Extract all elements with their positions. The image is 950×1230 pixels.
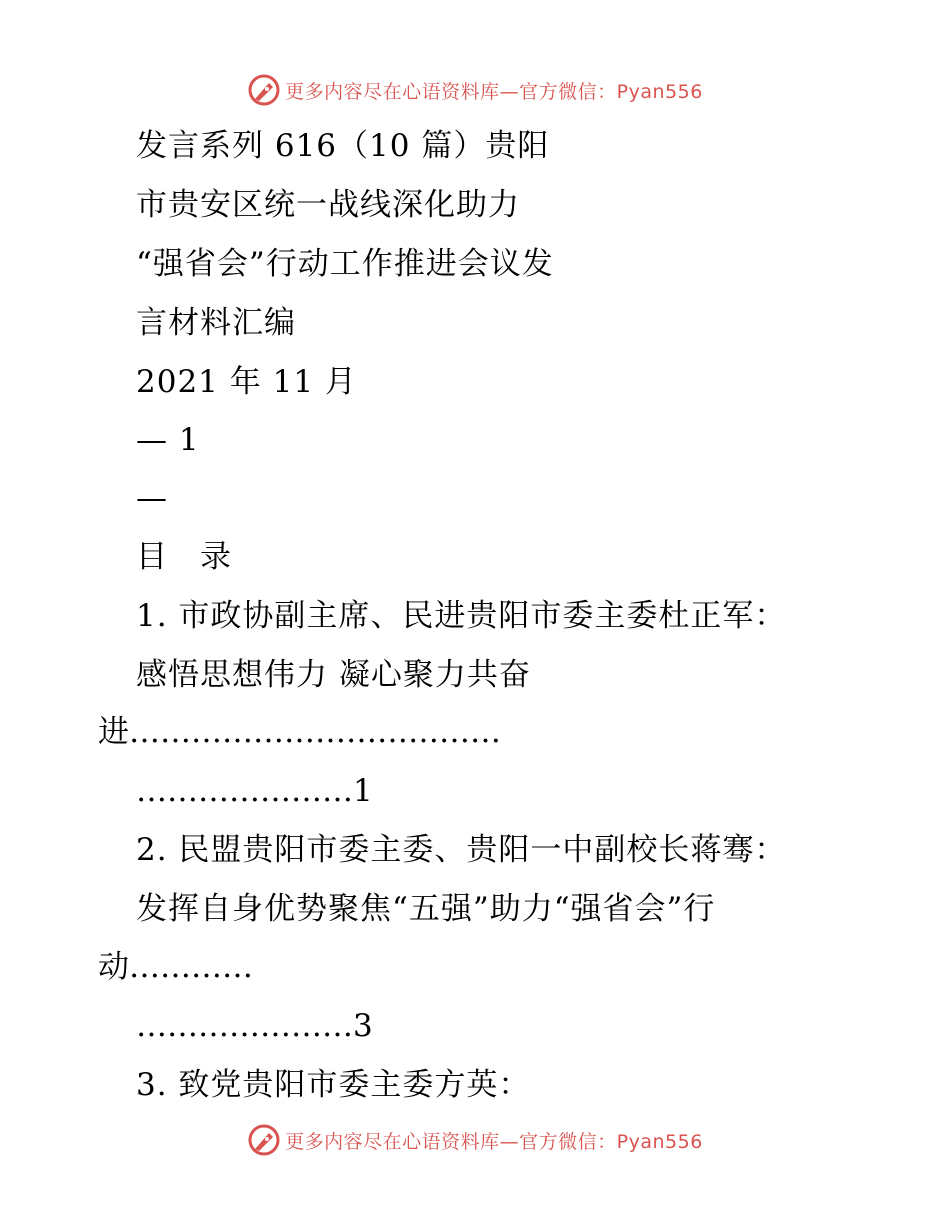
watermark-text: 更多内容尽在心语资料库—官方微信：Pyan556 xyxy=(285,80,703,103)
pen-logo-icon xyxy=(247,73,281,107)
toc-entry-2-line-2: 发挥自身优势聚焦“五强”助力“强省会”行 xyxy=(136,891,716,927)
page-number: — 1 xyxy=(136,422,200,458)
doc-title-line-2: 市贵安区统一战线深化助力 xyxy=(136,187,520,223)
toc-entry-1-page: …………………1 xyxy=(136,773,373,809)
toc-heading: 目 录 xyxy=(136,539,232,575)
doc-date: 2021 年 11 月 xyxy=(136,364,357,400)
page-number-dash: — xyxy=(136,480,168,516)
watermark-top xyxy=(0,70,950,110)
pen-logo-icon xyxy=(247,1123,281,1157)
toc-entry-2-line-3: 动………… xyxy=(98,949,253,985)
watermark-text: 更多内容尽在心语资料库—官方微信：Pyan556 xyxy=(285,1130,703,1153)
toc-entry-2-line-1: 2. 民盟贵阳市委主委、贵阳一中副校长蒋骞： xyxy=(136,832,787,868)
toc-entry-1-line-1: 1. 市政协副主席、民进贵阳市委主委杜正军： xyxy=(136,598,787,634)
watermark-bottom xyxy=(0,1120,950,1160)
toc-entry-1-line-2: 感悟思想伟力 凝心聚力共奋 xyxy=(136,657,531,693)
toc-entry-2-page: …………………3 xyxy=(136,1008,373,1044)
doc-title-line-1: 发言系列 616（10 篇）贵阳 xyxy=(136,128,550,164)
doc-title-line-4: 言材料汇编 xyxy=(136,305,296,341)
doc-title-line-3: “强省会”行动工作推进会议发 xyxy=(136,246,554,282)
toc-entry-1-line-3: 进……………………………… xyxy=(98,714,501,750)
toc-entry-3-line-1: 3. 致党贵阳市委主委方英： xyxy=(136,1067,531,1103)
